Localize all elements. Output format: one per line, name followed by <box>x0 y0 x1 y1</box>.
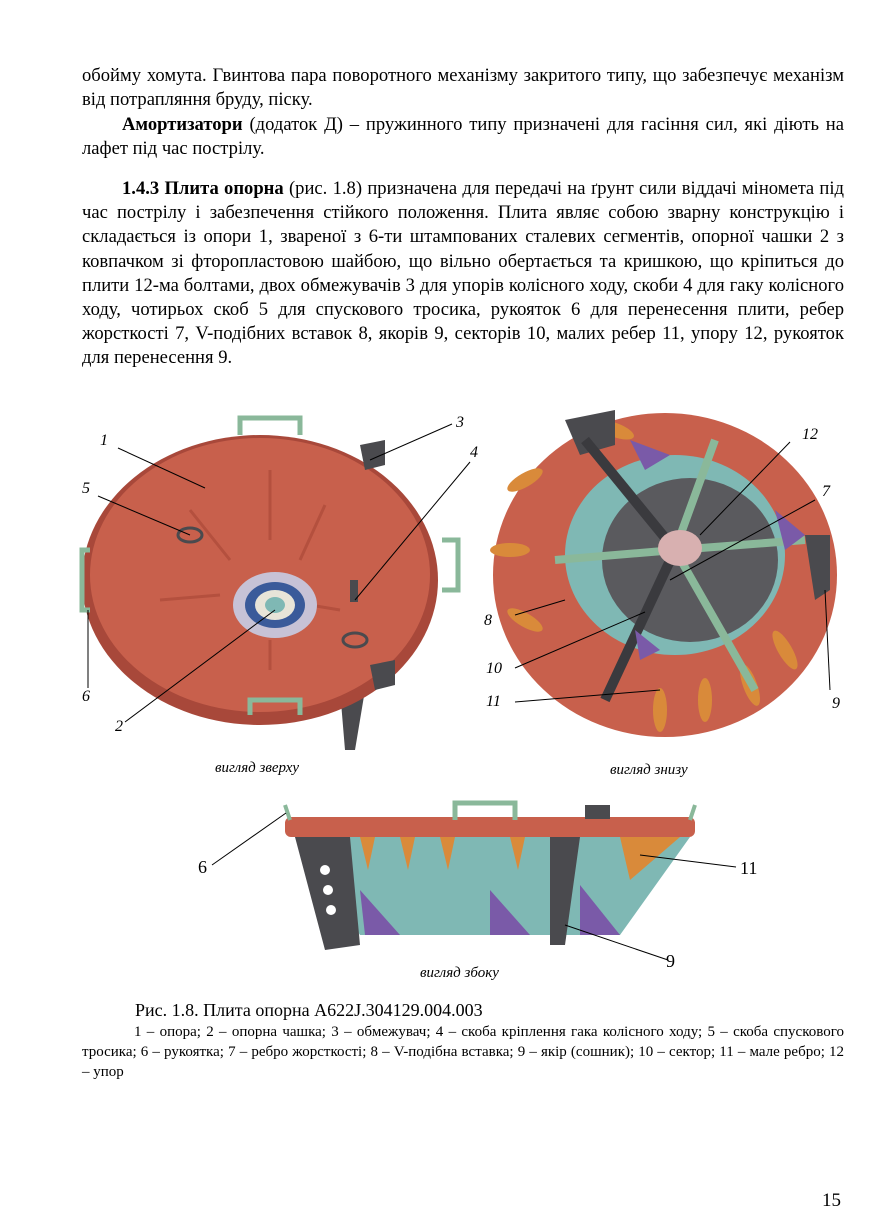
label-bottom-12: 12 <box>802 426 818 443</box>
label-side-11: 11 <box>740 858 758 878</box>
label-side-9: 9 <box>666 951 675 971</box>
figure-bottom-view <box>485 400 845 750</box>
label-top-3: 3 <box>456 414 464 431</box>
caption-top-view: вигляд зверху <box>215 760 300 776</box>
page-number: 15 <box>822 1190 841 1211</box>
label-bottom-7: 7 <box>822 483 830 500</box>
paragraph-2-text: (додаток Д) – пружинного типу призначені для гасіння сил, які діють на лафет під час пострілу. <box>82 114 844 160</box>
label-bottom-8: 8 <box>484 612 492 629</box>
paragraph-2-term: Амортизатори <box>122 114 243 135</box>
caption-bottom-view: вигляд знизу <box>610 762 688 778</box>
section-heading: 1.4.3 Плита опорна <box>122 178 284 199</box>
caption-side-view: вигляд збоку <box>420 965 499 981</box>
figure-top-view <box>70 410 480 760</box>
label-top-5: 5 <box>82 480 90 497</box>
label-top-6: 6 <box>82 688 90 705</box>
label-bottom-10: 10 <box>486 660 502 677</box>
paragraph-3-text: (рис. 1.8) призначена для передачі на ґрунт сили віддачі мінометa під час пострілу і забезпечення стійкого положення. Плита являє собою зварну конструкцію і складається із опори 1, звареної з 6-ти штампованих сталевих сегментів, опорної чашки 2 з ковпачком зі фторопластовою шайбою, що вільно обертається та кришкою, що кріпиться до плити 12-ма болтами, двох обмежувачів 3 для упорів колісного ходу, скоби 4 для гаку колісного ходу, чотирьох скоб 5 для спускового тросика, рукояток 6 для перенесення плити, ребер жорсткості 7, V-подібних вставок 8, якорів 9, секторів 10, малих ребер 11, упору 12, рукояток для перенесення 9. <box>82 178 844 369</box>
figure-side-view <box>200 795 760 965</box>
label-bottom-11: 11 <box>486 693 501 710</box>
paragraph-3 <box>82 177 844 371</box>
label-side-6: 6 <box>198 857 207 877</box>
label-top-4: 4 <box>470 444 478 461</box>
label-top-1: 1 <box>100 432 108 449</box>
label-bottom-9: 9 <box>832 695 840 712</box>
paragraph-1: обойму хомута. Гвинтова пара поворотного механізму закритого типу, що забезпечує механізм від потрапляння бруду, піску. <box>82 65 844 111</box>
figure-legend: 1 – опора; 2 – опорна чашка; 3 – обмежувач; 4 – скоба кріплення гака колісного ходу; 5 – скоба спускового тросика; 6 – рукоятка; 7 – ребро жорсткості; 8 – V-подібна вставка; 9 – якір (сошник); 10 – сектор; 11 – мале ребро; 12 – упор <box>82 1024 844 1080</box>
figure-title: Рис. 1.8. Плита опорна А622J.304129.004.003 <box>135 1000 483 1020</box>
label-top-2: 2 <box>115 718 123 735</box>
paragraph-2 <box>82 113 844 161</box>
